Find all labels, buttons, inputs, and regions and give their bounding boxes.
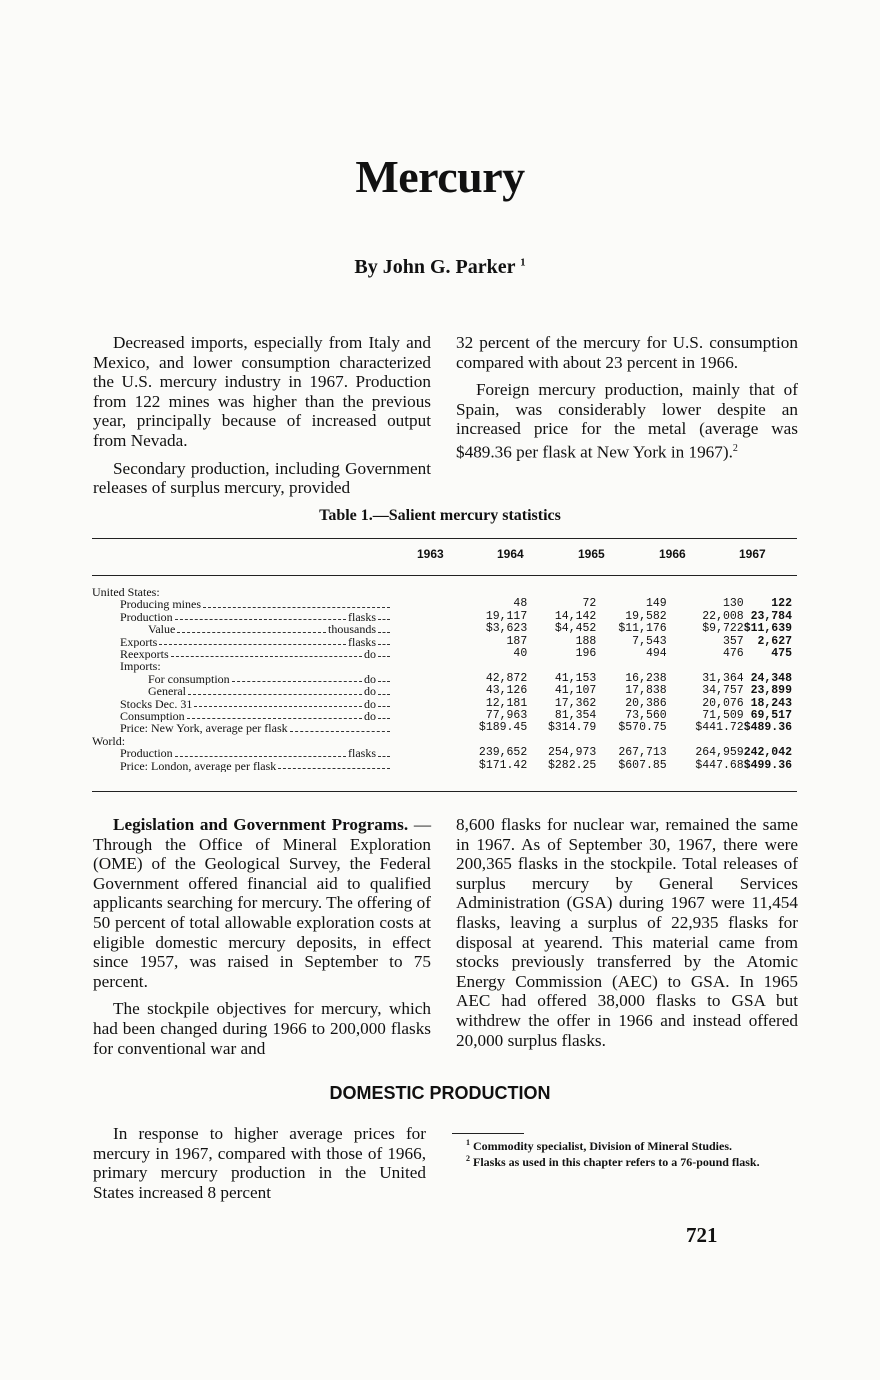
value-cell-1965: 73,560 <box>625 709 667 723</box>
row-unit: flasks <box>348 635 376 649</box>
value-cell-1965: 20,386 <box>625 696 667 710</box>
value-cell-1965: 19,582 <box>625 609 667 623</box>
footnote-ref-1: 1 <box>520 256 526 269</box>
table-bottom-rule <box>92 791 797 792</box>
value-cell-1965: 7,543 <box>632 634 667 648</box>
value-cell-1967: 23,899 <box>750 684 792 698</box>
legislation-left-column <box>93 815 431 1058</box>
footnote-1 <box>452 1137 792 1152</box>
row-label-cell <box>92 660 429 672</box>
legislation-right-column <box>456 815 798 1058</box>
table-row <box>92 611 792 623</box>
row-unit: do <box>364 697 376 711</box>
value-cell-1966 <box>667 660 744 672</box>
intro-right-column <box>456 333 798 470</box>
table-header-rule <box>92 575 797 576</box>
value-cell-1964: 188 <box>575 634 597 648</box>
row-label: Reexports <box>120 648 169 661</box>
leader-dots <box>171 648 362 657</box>
leader-dots <box>290 722 390 731</box>
paragraph: The stockpile objectives for mercury, which had been changed during 1966 to 200,000 flasks for conventional war and <box>93 999 431 1058</box>
footnote-mark: 1 <box>466 1138 470 1147</box>
row-label: Imports: <box>120 660 161 673</box>
table-row <box>92 648 792 660</box>
leader-dots <box>175 611 346 620</box>
value-cell-1964: 196 <box>575 647 597 661</box>
row-label-cell <box>92 673 429 685</box>
paragraph-text: —Through the Office of Mineral Exploration (OME) of the Geological Survey, the Federal Government offered financial aid to qualified applicants searching for mercury. The offering of 50 percent of total allowable exploration costs at eligible domestic mercury deposits, in effect since 1957, was raised in September to 75 percent. <box>93 815 432 991</box>
table-row <box>92 685 792 697</box>
value-cell-1965: 16,238 <box>625 671 667 685</box>
leader-dots <box>177 623 326 632</box>
byline <box>0 256 880 279</box>
spacer-cell <box>429 685 455 697</box>
row-label-cell <box>92 586 429 598</box>
value-cell-1963: 43,126 <box>485 684 528 698</box>
row-label-cell <box>92 685 429 697</box>
value-cell-1964: 81,354 <box>554 709 597 723</box>
value-cell-1967: 2,627 <box>757 634 792 648</box>
row-unit: do <box>364 672 376 686</box>
paragraph <box>93 815 431 991</box>
table-row <box>92 747 792 759</box>
leader-dots <box>194 698 362 707</box>
value-cell-1967: $11,639 <box>743 622 792 636</box>
leader-dots <box>187 710 362 719</box>
section-runin-heading: Legislation and Government Programs. <box>113 815 409 834</box>
value-cell-1965 <box>596 660 666 672</box>
leader-dots <box>232 673 362 682</box>
row-label-cell <box>92 760 429 772</box>
paragraph: Decreased imports, especially from Italy and Mexico, and lower consumption characterized the U.S. mercury industry in 1967. Production from 122 mines was higher than the previous year, principally because of increased output from Nevada. <box>93 333 431 450</box>
table-row <box>92 598 792 610</box>
value-cell-1966: $441.72 <box>695 721 744 735</box>
paragraph <box>456 380 798 462</box>
table-row <box>92 673 792 685</box>
row-label: Price: London, average per flask <box>120 759 277 773</box>
spacer-cell <box>429 698 455 710</box>
year-header-1966: 1966 <box>659 547 686 561</box>
value-cell-1965: $607.85 <box>618 758 667 772</box>
footnote-rule <box>452 1133 524 1134</box>
row-label: General <box>148 685 186 698</box>
value-cell-1964 <box>527 660 596 672</box>
table-row <box>92 735 792 747</box>
value-cell-1967: 24,348 <box>750 671 792 685</box>
row-label-cell <box>92 698 429 710</box>
table-row <box>92 623 792 635</box>
value-cell-1963: $171.42 <box>478 758 528 772</box>
value-cell-1963: $189.45 <box>478 721 528 735</box>
value-cell-1965: 494 <box>645 647 667 661</box>
value-cell-1964: 72 <box>582 597 597 611</box>
page-title: Mercury <box>355 151 525 202</box>
spacer-cell <box>429 598 455 610</box>
row-label: Consumption <box>120 710 185 723</box>
row-unit: do <box>364 648 376 661</box>
leader-dots <box>378 648 390 657</box>
row-label: Value <box>148 623 176 636</box>
row-unit: do <box>364 685 376 698</box>
value-cell-1967: 122 <box>771 597 792 611</box>
paragraph-text: Foreign mercury production, mainly that of Spain, was considerably lower despite an increased price for the metal (average was $489.36 per flask at New York in 1967). <box>456 380 798 462</box>
value-cell-1966: 34,757 <box>702 684 744 698</box>
value-cell-1967 <box>744 660 792 672</box>
value-cell-1965: $570.75 <box>618 721 667 735</box>
row-label: Production <box>120 747 173 760</box>
value-cell-1966: $447.68 <box>695 758 744 772</box>
footnote-text: Commodity specialist, Division of Mineral Studies. <box>473 1139 733 1153</box>
value-cell-1966: 264,959 <box>695 746 744 760</box>
value-cell-1967: 23,784 <box>750 609 792 623</box>
value-cell-1963: $3,623 <box>485 622 528 636</box>
footnotes <box>452 1137 792 1169</box>
value-cell-1966: 130 <box>722 597 744 611</box>
value-cell-1964: 41,153 <box>554 671 597 685</box>
table-caption: Table 1.—Salient mercury statistics <box>319 507 561 524</box>
value-cell-1965: 149 <box>645 597 667 611</box>
value-cell-1963: 19,117 <box>485 609 528 623</box>
value-cell-1963: 239,652 <box>478 746 528 760</box>
value-cell-1966: $9,722 <box>702 622 744 636</box>
value-cell-1964: $282.25 <box>548 758 597 772</box>
spacer-cell <box>429 760 455 772</box>
paragraph: Secondary production, including Government releases of surplus mercury, provided <box>93 458 431 498</box>
row-unit: thousands <box>328 623 376 636</box>
value-cell-1965: 267,713 <box>618 746 667 760</box>
row-label-cell <box>92 598 429 610</box>
row-label-cell <box>92 747 429 759</box>
value-cell-1964: $314.79 <box>548 721 597 735</box>
value-cell-1964: 254,973 <box>548 746 597 760</box>
year-header-1967: 1967 <box>739 547 766 561</box>
spacer-cell <box>429 735 455 747</box>
value-cell-1964: 14,142 <box>554 609 597 623</box>
value-cell-1964: 17,362 <box>554 696 597 710</box>
value-cell-1967: 242,042 <box>743 746 792 760</box>
page-number: 721 <box>686 1223 718 1247</box>
value-cell-1966: 20,076 <box>702 696 744 710</box>
year-header-1964: 1964 <box>497 547 524 561</box>
value-cell-1963: 48 <box>513 597 528 611</box>
row-label: World: <box>92 734 126 748</box>
value-cell-1966: 71,509 <box>702 709 744 723</box>
domestic-left-column <box>93 1124 426 1210</box>
spacer-cell <box>429 747 455 759</box>
leader-dots <box>188 685 362 694</box>
paragraph: In response to higher average prices for mercury in 1967, compared with those of 1966, primary mercury production in the United States increased 8 percent <box>93 1124 426 1202</box>
leader-dots <box>175 747 346 756</box>
value-cell-1966: 22,008 <box>702 609 744 623</box>
intro-left-column <box>93 333 431 498</box>
row-unit: flasks <box>348 747 376 760</box>
table-row <box>92 636 792 648</box>
value-cell-1965: 17,838 <box>625 684 667 698</box>
row-unit: flasks <box>348 610 376 624</box>
spacer-cell <box>429 673 455 685</box>
table-row <box>92 586 792 598</box>
row-label: Exports <box>120 635 158 649</box>
table-row <box>92 760 792 772</box>
leader-dots <box>203 598 390 607</box>
row-label: Production <box>120 610 173 624</box>
spacer-cell <box>429 722 455 734</box>
table-row <box>92 722 792 734</box>
value-cell-1967: 69,517 <box>750 709 792 723</box>
row-label-cell <box>92 722 429 734</box>
value-cell-1966: 31,364 <box>702 671 744 685</box>
value-cell-1963 <box>455 660 527 672</box>
table-row <box>92 660 792 672</box>
value-cell-1963: 42,872 <box>485 671 528 685</box>
value-cell-1965: $11,176 <box>618 622 667 636</box>
spacer-cell <box>429 611 455 623</box>
value-cell-1967: $499.36 <box>743 758 792 772</box>
leader-dots <box>278 760 390 769</box>
table-top-rule <box>92 538 797 539</box>
statistics-table <box>92 586 792 772</box>
value-cell-1964: 41,107 <box>554 684 597 698</box>
footnote-2 <box>452 1153 792 1168</box>
row-label-cell <box>92 710 429 722</box>
row-label: United States: <box>92 586 160 599</box>
value-cell-1967: 475 <box>771 647 792 661</box>
table-row <box>92 698 792 710</box>
footnote-text: Flasks as used in this chapter refers to a 76-pound flask. <box>473 1155 760 1169</box>
section-heading: DOMESTIC PRODUCTION <box>329 1083 551 1103</box>
table-row <box>92 710 792 722</box>
year-header-1963: 1963 <box>417 547 444 561</box>
leader-dots <box>378 698 390 707</box>
value-cell-1963: 187 <box>506 634 528 648</box>
leader-dots <box>378 611 390 620</box>
value-cell-1964: $4,452 <box>554 622 597 636</box>
row-label: For consumption <box>148 672 230 686</box>
leader-dots <box>378 623 390 632</box>
row-label-cell <box>92 611 429 623</box>
value-cell-1967: 18,243 <box>750 696 792 710</box>
value-cell-1967: $489.36 <box>743 721 792 735</box>
value-cell-1963: 77,963 <box>485 709 528 723</box>
spacer-cell <box>429 623 455 635</box>
leader-dots <box>378 673 390 682</box>
footnote-ref-2: 2 <box>732 442 738 454</box>
value-cell-1966: 357 <box>722 634 744 648</box>
spacer-cell <box>429 586 455 598</box>
value-cell-1963: 40 <box>513 647 528 661</box>
paragraph: 32 percent of the mercury for U.S. consumption compared with about 23 percent in 1966. <box>456 333 798 372</box>
row-label: Price: New York, average per flask <box>120 722 288 735</box>
footnote-mark: 2 <box>466 1154 470 1163</box>
leader-dots <box>378 685 390 694</box>
spacer-cell <box>429 648 455 660</box>
spacer-cell <box>429 710 455 722</box>
row-label: Stocks Dec. 31 <box>120 697 193 711</box>
leader-dots <box>378 710 390 719</box>
paragraph: 8,600 flasks for nuclear war, remained the same in 1967. As of September 30, 1967, there were 200,365 flasks in the stockpile. Total releases of surplus mercury by General Services Administration (GSA) during 1967 were 11,454 flasks, leaving a surplus of 22,935 flasks for disposal at yearend. This material came from stocks previously transferred by the Atomic Energy Commission (AEC) to GSA. In 1965 AEC had offered 38,000 flasks to GSA but withdrew the offer in 1966 and instead offered 20,000 surplus flasks. <box>456 815 798 1050</box>
row-unit: do <box>364 710 376 723</box>
spacer-cell <box>429 660 455 672</box>
row-label: Producing mines <box>120 598 201 611</box>
spacer-cell <box>429 636 455 648</box>
row-label-cell <box>92 648 429 660</box>
value-cell-1963: 12,181 <box>485 696 528 710</box>
year-header-1965: 1965 <box>578 547 605 561</box>
leader-dots <box>378 747 390 756</box>
value-cell-1966: 476 <box>722 647 744 661</box>
author: By John G. Parker <box>354 256 516 278</box>
leader-dots <box>159 636 346 645</box>
row-label-cell <box>92 623 429 635</box>
leader-dots <box>378 636 390 645</box>
row-label-cell <box>92 735 429 747</box>
row-label-cell <box>92 636 429 648</box>
